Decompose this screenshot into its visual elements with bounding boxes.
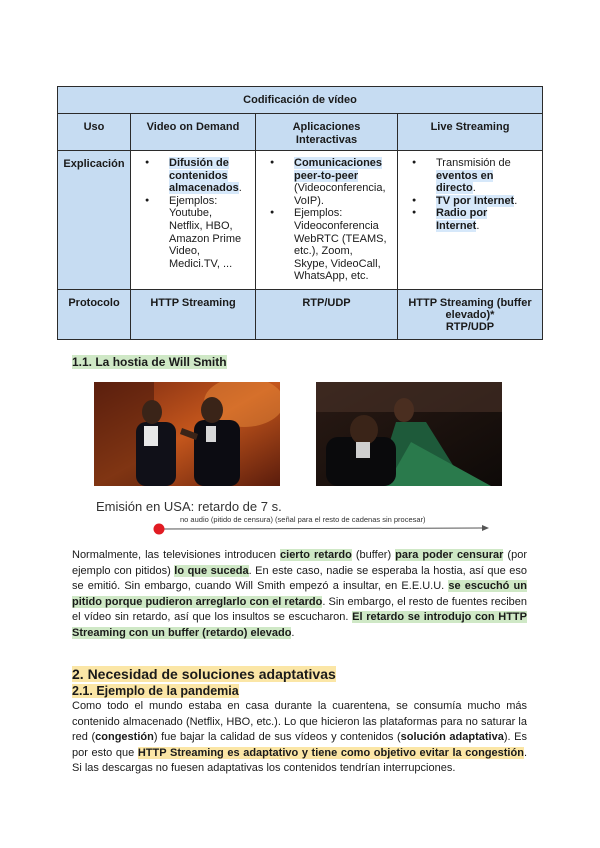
list-item: ● Transmisión de eventos en directo.	[436, 157, 538, 195]
row-label-protocolo: Protocolo	[58, 290, 131, 340]
list-item: ● TV por Internet.	[436, 195, 538, 208]
header-live-streaming: Live Streaming	[398, 114, 543, 151]
row-label-explicacion: Explicación	[58, 151, 131, 290]
cell-video-on-demand	[131, 151, 256, 290]
timeline-start-dot	[154, 524, 165, 535]
table-title: Codificación de vídeo	[58, 87, 543, 114]
video-coding-table	[57, 86, 543, 340]
timeline-label: no audio (pitido de censura) (señal para el resto de cadenas sin procesar)	[180, 515, 426, 524]
list-item: ● Difusión de contenidos almacenados.	[169, 157, 251, 195]
list-item: ● Ejemplos: Videoconferencia WebRTC (TEAMS, etc.), Zoom, Skype, VideoCall, WhatsApp, etc.	[294, 207, 393, 283]
list-item: ● Radio por Internet.	[436, 207, 538, 232]
list-item: ● Ejemplos: Youtube, Netflix, HBO, Amazon Prime Video, Medici.TV, ...	[169, 195, 251, 271]
section-1-1-heading: 1.1. La hostia de Will Smith	[72, 355, 227, 369]
header-uso: Uso	[58, 114, 131, 151]
section-2-1-paragraph: Como todo el mundo estaba en casa durante la cuarentena, se consumía mucho más contenido almacenado (Netflix, HBO, etc.). Lo que hicieron las plataformas para no saturar la red (congestión) fue bajar la calidad de sus vídeos y contenidos (solución adaptativa). Es por esto que HTTP Streaming es adaptativo y tiene como objetivo evitar la congestión. Si las descargas no fuesen adaptativas los contenidos tendrían interrupciones.	[72, 700, 527, 774]
timeline-diagram	[150, 516, 490, 538]
photo-oscars-slap	[94, 382, 280, 486]
header-video-on-demand: Video on Demand	[131, 114, 256, 151]
photo-audience-reaction	[316, 382, 502, 486]
section-2-heading: 2. Necesidad de soluciones adaptativas	[72, 666, 336, 682]
section-2-1-heading: 2.1. Ejemplo de la pandemia	[72, 684, 239, 698]
timeline-arrow-line	[159, 528, 482, 529]
proto-live-streaming: HTTP Streaming (buffer elevado)* RTP/UDP	[398, 290, 543, 340]
timeline-arrow-head	[482, 525, 489, 531]
cell-aplicaciones-interactivas	[256, 151, 398, 290]
section-1-1-paragraph: Normalmente, las televisiones introducen cierto retardo (buffer) para poder censurar (por ejemplo con pitidos) lo que suceda. En este caso, nadie se esperaba la hostia, así que eso se emitió. Sin embargo, cuando Will Smith empezó a insultar, en E.E.U.U. se escuchó un pitido porque pudieron arreglarlo con el retardo. Sin embargo, el resto de fuentes reciben el vídeo sin retardo, así que los insultos se escucharon. El retardo se introdujo con HTTP Streaming con un buffer (retardo) elevado.	[72, 549, 527, 639]
cell-live-streaming	[398, 151, 543, 290]
header-aplicaciones-interactivas: Aplicaciones Interactivas	[256, 114, 398, 151]
list-item: ● Comunicaciones peer-to-peer (Videoconferencia, VoIP).	[294, 157, 393, 207]
proto-video-on-demand: HTTP Streaming	[131, 290, 256, 340]
emision-label: Emisión en USA: retardo de 7 s.	[96, 499, 282, 514]
proto-aplicaciones-interactivas: RTP/UDP	[256, 290, 398, 340]
